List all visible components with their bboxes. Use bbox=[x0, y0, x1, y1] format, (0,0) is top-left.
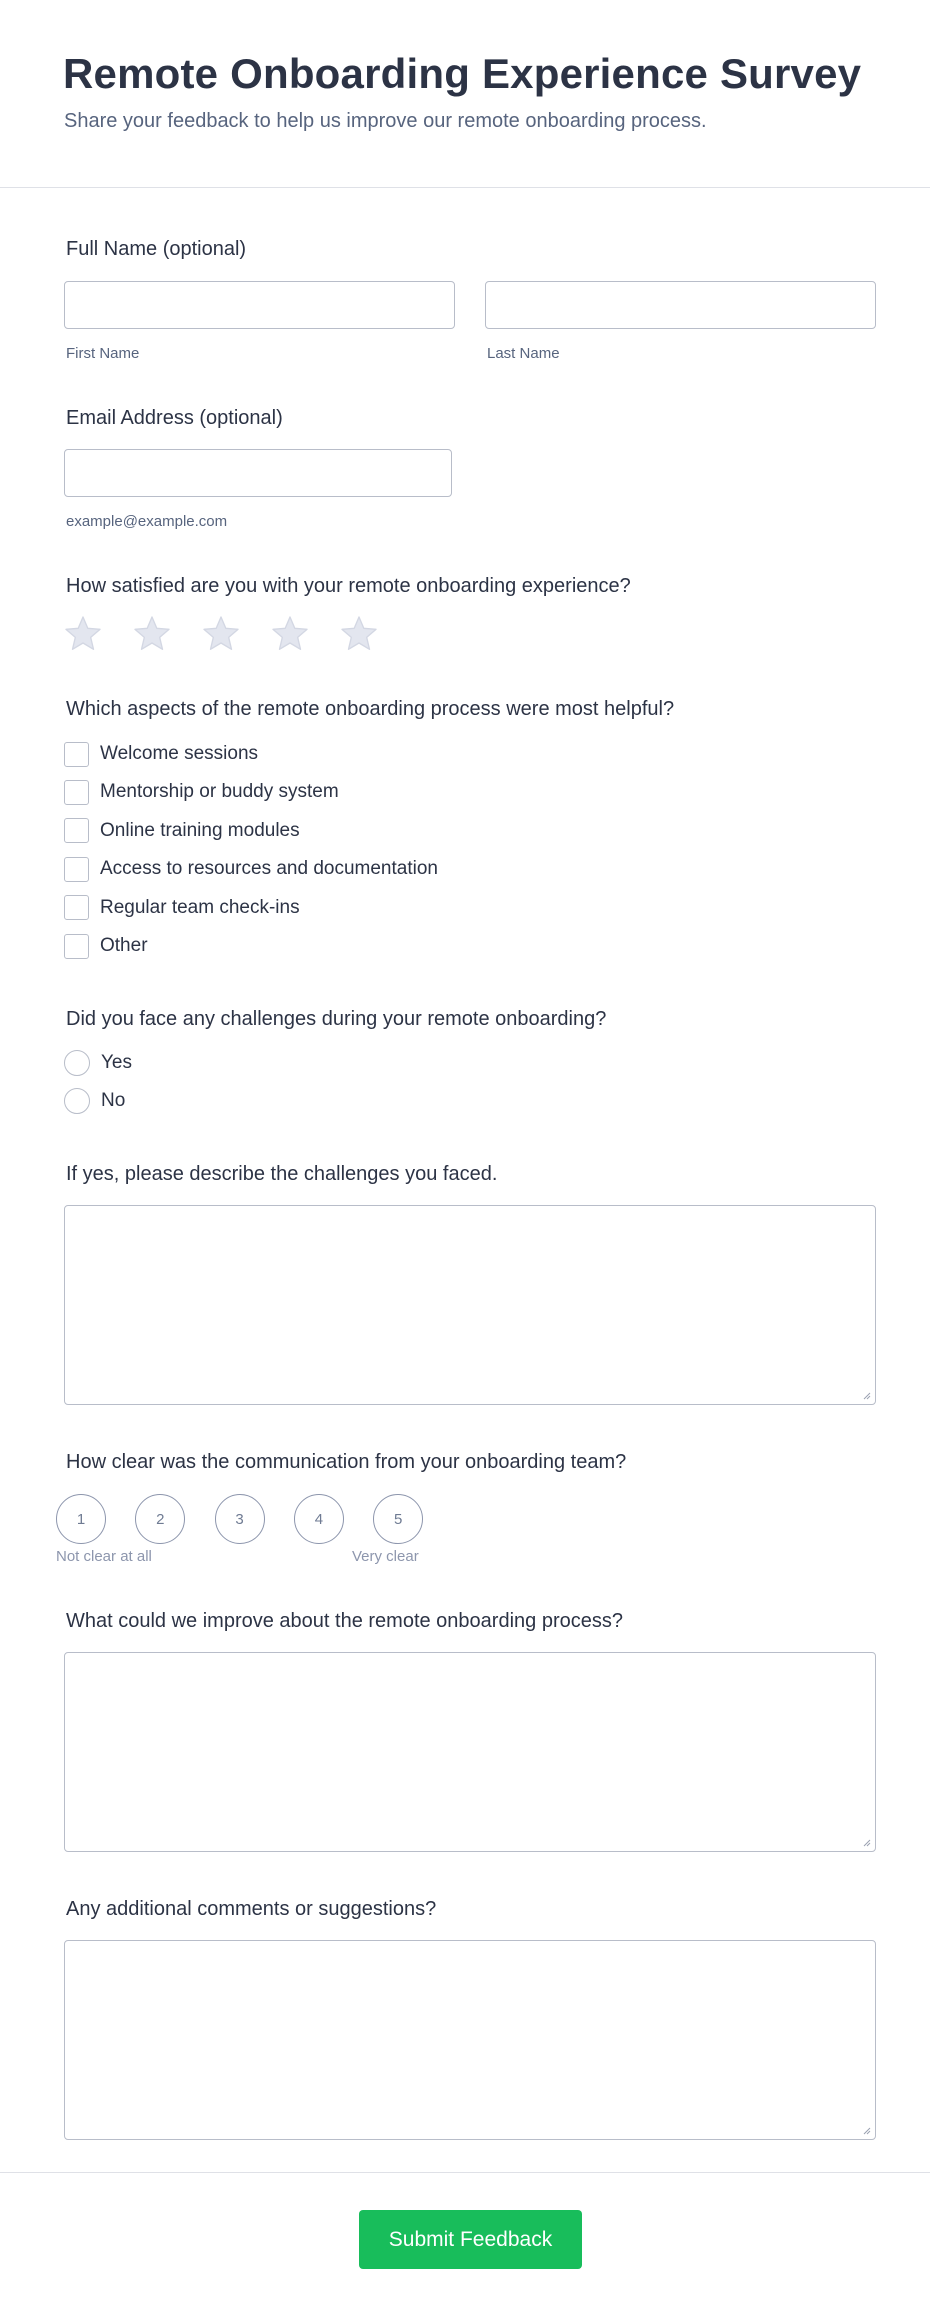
comments-label: Any additional comments or suggestions? bbox=[66, 1898, 437, 1920]
checkbox[interactable] bbox=[64, 780, 89, 805]
scale-option-5[interactable]: 5 bbox=[373, 1494, 423, 1544]
star-icon[interactable] bbox=[270, 614, 310, 654]
challenges-detail-textarea[interactable] bbox=[64, 1205, 876, 1405]
scale-option-4[interactable]: 4 bbox=[294, 1494, 344, 1544]
star-icon[interactable] bbox=[339, 614, 379, 654]
communication-label: How clear was the communication from your onboarding team? bbox=[66, 1451, 627, 1473]
radio-button[interactable] bbox=[64, 1088, 90, 1114]
improvements-textarea[interactable] bbox=[64, 1652, 876, 1852]
page-title: Remote Onboarding Experience Survey bbox=[63, 50, 862, 97]
checkbox-option[interactable] bbox=[64, 856, 438, 882]
checkbox[interactable] bbox=[64, 934, 89, 959]
full-name-label: Full Name (optional) bbox=[66, 238, 247, 260]
scale-option-3[interactable]: 3 bbox=[215, 1494, 265, 1544]
checkbox-label: Access to resources and documentation bbox=[100, 858, 438, 880]
star-icon[interactable] bbox=[201, 614, 241, 654]
email-sublabel: example@example.com bbox=[66, 513, 228, 530]
footer-divider bbox=[0, 2172, 930, 2173]
first-name-input[interactable] bbox=[64, 281, 455, 329]
comments-textarea[interactable] bbox=[64, 1940, 876, 2140]
scale-option-2[interactable]: 2 bbox=[135, 1494, 185, 1544]
first-name-sublabel: First Name bbox=[66, 345, 140, 362]
last-name-sublabel: Last Name bbox=[487, 345, 560, 362]
checkbox-option[interactable] bbox=[64, 741, 258, 767]
radio-label: No bbox=[101, 1090, 126, 1111]
checkbox[interactable] bbox=[64, 895, 89, 920]
resize-handle-icon[interactable] bbox=[861, 1837, 871, 1847]
star-rating bbox=[63, 614, 379, 654]
submit-button[interactable]: Submit Feedback bbox=[359, 2210, 582, 2269]
radio-option[interactable] bbox=[64, 1088, 125, 1114]
helpful-aspects-label: Which aspects of the remote onboarding process were most helpful? bbox=[66, 698, 675, 720]
resize-handle-icon[interactable] bbox=[861, 1390, 871, 1400]
checkbox[interactable] bbox=[64, 742, 89, 767]
checkbox-label: Mentorship or buddy system bbox=[100, 781, 339, 803]
checkbox-option[interactable] bbox=[64, 933, 148, 959]
scale-option-1[interactable]: 1 bbox=[56, 1494, 106, 1544]
resize-handle-icon[interactable] bbox=[861, 2125, 871, 2135]
scale-min-hint: Not clear at all bbox=[56, 1548, 152, 1565]
checkbox-option[interactable] bbox=[64, 895, 300, 921]
challenges-label: Did you face any challenges during your remote onboarding? bbox=[66, 1008, 607, 1030]
last-name-input[interactable] bbox=[485, 281, 876, 329]
page-subtitle: Share your feedback to help us improve our remote onboarding process. bbox=[64, 110, 707, 132]
email-input[interactable] bbox=[64, 449, 452, 497]
challenges-detail-label: If yes, please describe the challenges you faced. bbox=[66, 1163, 498, 1185]
radio-label: Yes bbox=[101, 1052, 132, 1073]
form-header bbox=[0, 0, 930, 188]
star-icon[interactable] bbox=[132, 614, 172, 654]
scale-max-hint: Very clear bbox=[352, 1548, 419, 1565]
satisfaction-label: How satisfied are you with your remote onboarding experience? bbox=[66, 575, 631, 597]
checkbox[interactable] bbox=[64, 857, 89, 882]
checkbox-label: Regular team check-ins bbox=[100, 896, 300, 918]
star-icon[interactable] bbox=[63, 614, 103, 654]
checkbox-label: Other bbox=[100, 935, 148, 956]
email-label: Email Address (optional) bbox=[66, 407, 283, 429]
checkbox[interactable] bbox=[64, 818, 89, 843]
radio-button[interactable] bbox=[64, 1050, 90, 1076]
checkbox-label: Welcome sessions bbox=[100, 743, 259, 764]
improvements-label: What could we improve about the remote onboarding process? bbox=[66, 1610, 623, 1632]
radio-option[interactable] bbox=[64, 1050, 132, 1076]
checkbox-label: Online training modules bbox=[100, 819, 300, 841]
checkbox-option[interactable] bbox=[64, 779, 339, 805]
checkbox-option[interactable] bbox=[64, 818, 300, 844]
